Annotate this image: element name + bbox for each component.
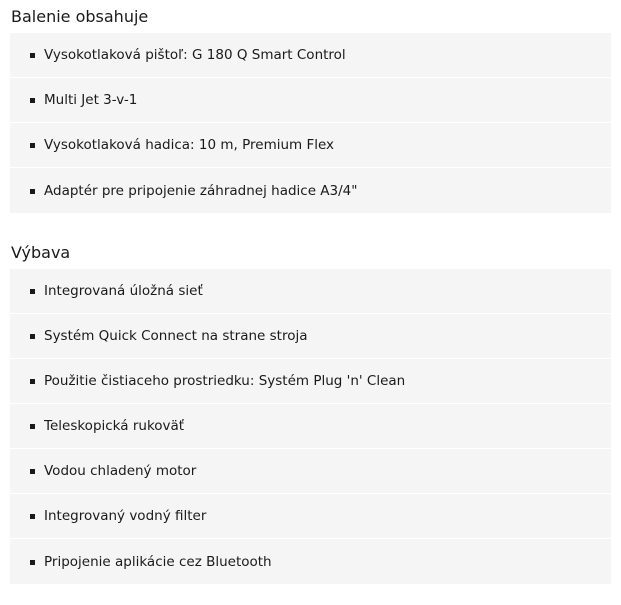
package-contents-title: Balenie obsahuje — [11, 7, 149, 26]
square-bullet-icon — [30, 560, 35, 565]
list-item-label: Integrovaná úložná sieť — [44, 283, 203, 299]
list-item-label: Použitie čistiaceho prostriedku: Systém Plug 'n' Clean — [44, 373, 406, 389]
square-bullet-icon — [30, 289, 35, 294]
square-bullet-icon — [30, 379, 35, 384]
square-bullet-icon — [30, 98, 35, 103]
equipment-list — [10, 269, 611, 584]
square-bullet-icon — [30, 514, 35, 519]
list-item-label: Vodou chladený motor — [44, 463, 197, 479]
list-item — [10, 449, 611, 494]
list-item — [10, 404, 611, 449]
square-bullet-icon — [30, 424, 35, 429]
equipment-title: Výbava — [11, 243, 71, 262]
list-item — [10, 78, 611, 123]
square-bullet-icon — [30, 143, 35, 148]
square-bullet-icon — [30, 469, 35, 474]
square-bullet-icon — [30, 189, 35, 194]
list-item-label: Vysokotlaková pištoľ: G 180 Q Smart Control — [44, 47, 346, 63]
list-item — [10, 33, 611, 78]
list-item — [10, 359, 611, 404]
list-item-label: Pripojenie aplikácie cez Bluetooth — [44, 553, 272, 570]
list-item-label: Vysokotlaková hadica: 10 m, Premium Flex — [44, 137, 335, 153]
list-item — [10, 168, 611, 213]
list-item-label: Integrovaný vodný filter — [44, 508, 207, 524]
list-item — [10, 539, 611, 584]
list-item-label: Teleskopická rukoväť — [44, 418, 185, 434]
list-item-label: Systém Quick Connect na strane stroja — [44, 328, 308, 344]
square-bullet-icon — [30, 53, 35, 58]
list-item — [10, 123, 611, 168]
list-item-label: Multi Jet 3-v-1 — [44, 92, 138, 108]
package-contents-section — [10, 7, 611, 213]
square-bullet-icon — [30, 334, 35, 339]
list-item-label: Adaptér pre pripojenie záhradnej hadice A3/4" — [44, 182, 358, 199]
list-item — [10, 494, 611, 539]
equipment-section — [10, 243, 611, 584]
package-contents-list — [10, 33, 611, 213]
list-item — [10, 314, 611, 359]
list-item — [10, 269, 611, 314]
